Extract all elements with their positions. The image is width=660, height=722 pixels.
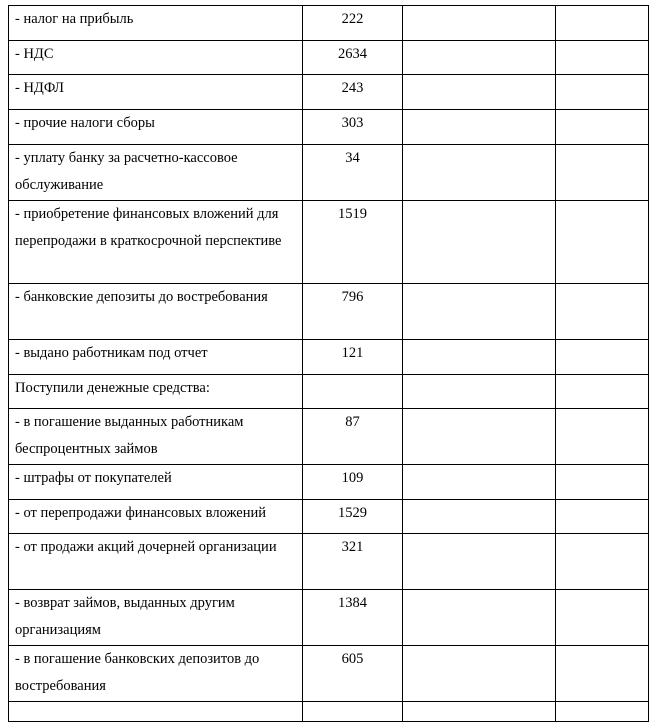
empty-cell [556, 534, 649, 590]
empty-cell [403, 465, 556, 500]
row-value: 109 [303, 465, 403, 500]
row-value: 34 [303, 145, 403, 201]
row-value: 2634 [303, 41, 403, 75]
section-label: Поступили денежные средства: [9, 375, 303, 409]
table-row [9, 340, 649, 375]
empty-cell [403, 201, 556, 284]
empty-cell [403, 590, 556, 646]
empty-cell [403, 534, 556, 590]
empty-cell [403, 6, 556, 41]
empty-cell [403, 284, 556, 340]
empty-cell [403, 340, 556, 375]
empty-cell [556, 75, 649, 110]
row-label: - НДФЛ [9, 75, 303, 110]
empty-cell [556, 110, 649, 145]
row-value: 121 [303, 340, 403, 375]
empty-cell [556, 284, 649, 340]
table-row [9, 590, 649, 646]
empty-cell [556, 465, 649, 500]
table-row [9, 534, 649, 590]
empty-cell [403, 702, 556, 722]
table-row [9, 110, 649, 145]
empty-cell [556, 375, 649, 409]
empty-cell [403, 41, 556, 75]
empty-cell [556, 201, 649, 284]
empty-cell [556, 6, 649, 41]
empty-cell [403, 375, 556, 409]
empty-cell [556, 41, 649, 75]
empty-cell [403, 646, 556, 702]
row-label: - в погашение выданных работникам беспроцентных займов [9, 409, 303, 465]
row-value: 1519 [303, 201, 403, 284]
empty-cell [403, 409, 556, 465]
row-value: 605 [303, 646, 403, 702]
table-row-cut-off [9, 702, 649, 722]
row-value: 303 [303, 110, 403, 145]
table-row [9, 284, 649, 340]
row-value: 1529 [303, 500, 403, 534]
row-value: 87 [303, 409, 403, 465]
empty-cell [403, 110, 556, 145]
empty-cell [403, 145, 556, 201]
empty-cell [556, 340, 649, 375]
table-row [9, 201, 649, 284]
row-label: - налог на прибыль [9, 6, 303, 41]
empty-cell [556, 145, 649, 201]
row-label: - штрафы от покупателей [9, 465, 303, 500]
row-label: - выдано работникам под отчет [9, 340, 303, 375]
row-value: 321 [303, 534, 403, 590]
row-value: 796 [303, 284, 403, 340]
table-row [9, 145, 649, 201]
table-row [9, 75, 649, 110]
empty-cell [303, 702, 403, 722]
row-label: - приобретение финансовых вложений для перепродажи в краткосрочной перспективе [9, 201, 303, 284]
section-header-row [9, 375, 649, 409]
table-row [9, 500, 649, 534]
empty-cell [403, 75, 556, 110]
empty-cell [556, 702, 649, 722]
table-row [9, 465, 649, 500]
row-label: - уплату банку за расчетно-кассовое обслуживание [9, 145, 303, 201]
row-label: - возврат займов, выданных другим организациям [9, 590, 303, 646]
row-label: - от перепродажи финансовых вложений [9, 500, 303, 534]
row-label: - прочие налоги сборы [9, 110, 303, 145]
cash-flow-table [8, 5, 649, 722]
row-value: 243 [303, 75, 403, 110]
row-value: 1384 [303, 590, 403, 646]
row-label: - от продажи акций дочерней организации [9, 534, 303, 590]
row-label: - НДС [9, 41, 303, 75]
empty-cell [9, 702, 303, 722]
table-body [9, 6, 649, 722]
empty-cell [556, 409, 649, 465]
table-row [9, 646, 649, 702]
row-label: - в погашение банковских депозитов до востребования [9, 646, 303, 702]
row-value [303, 375, 403, 409]
empty-cell [556, 500, 649, 534]
empty-cell [556, 646, 649, 702]
empty-cell [556, 590, 649, 646]
table-row [9, 6, 649, 41]
empty-cell [403, 500, 556, 534]
row-value: 222 [303, 6, 403, 41]
row-label: - банковские депозиты до востребования [9, 284, 303, 340]
table-row [9, 409, 649, 465]
table-row [9, 41, 649, 75]
